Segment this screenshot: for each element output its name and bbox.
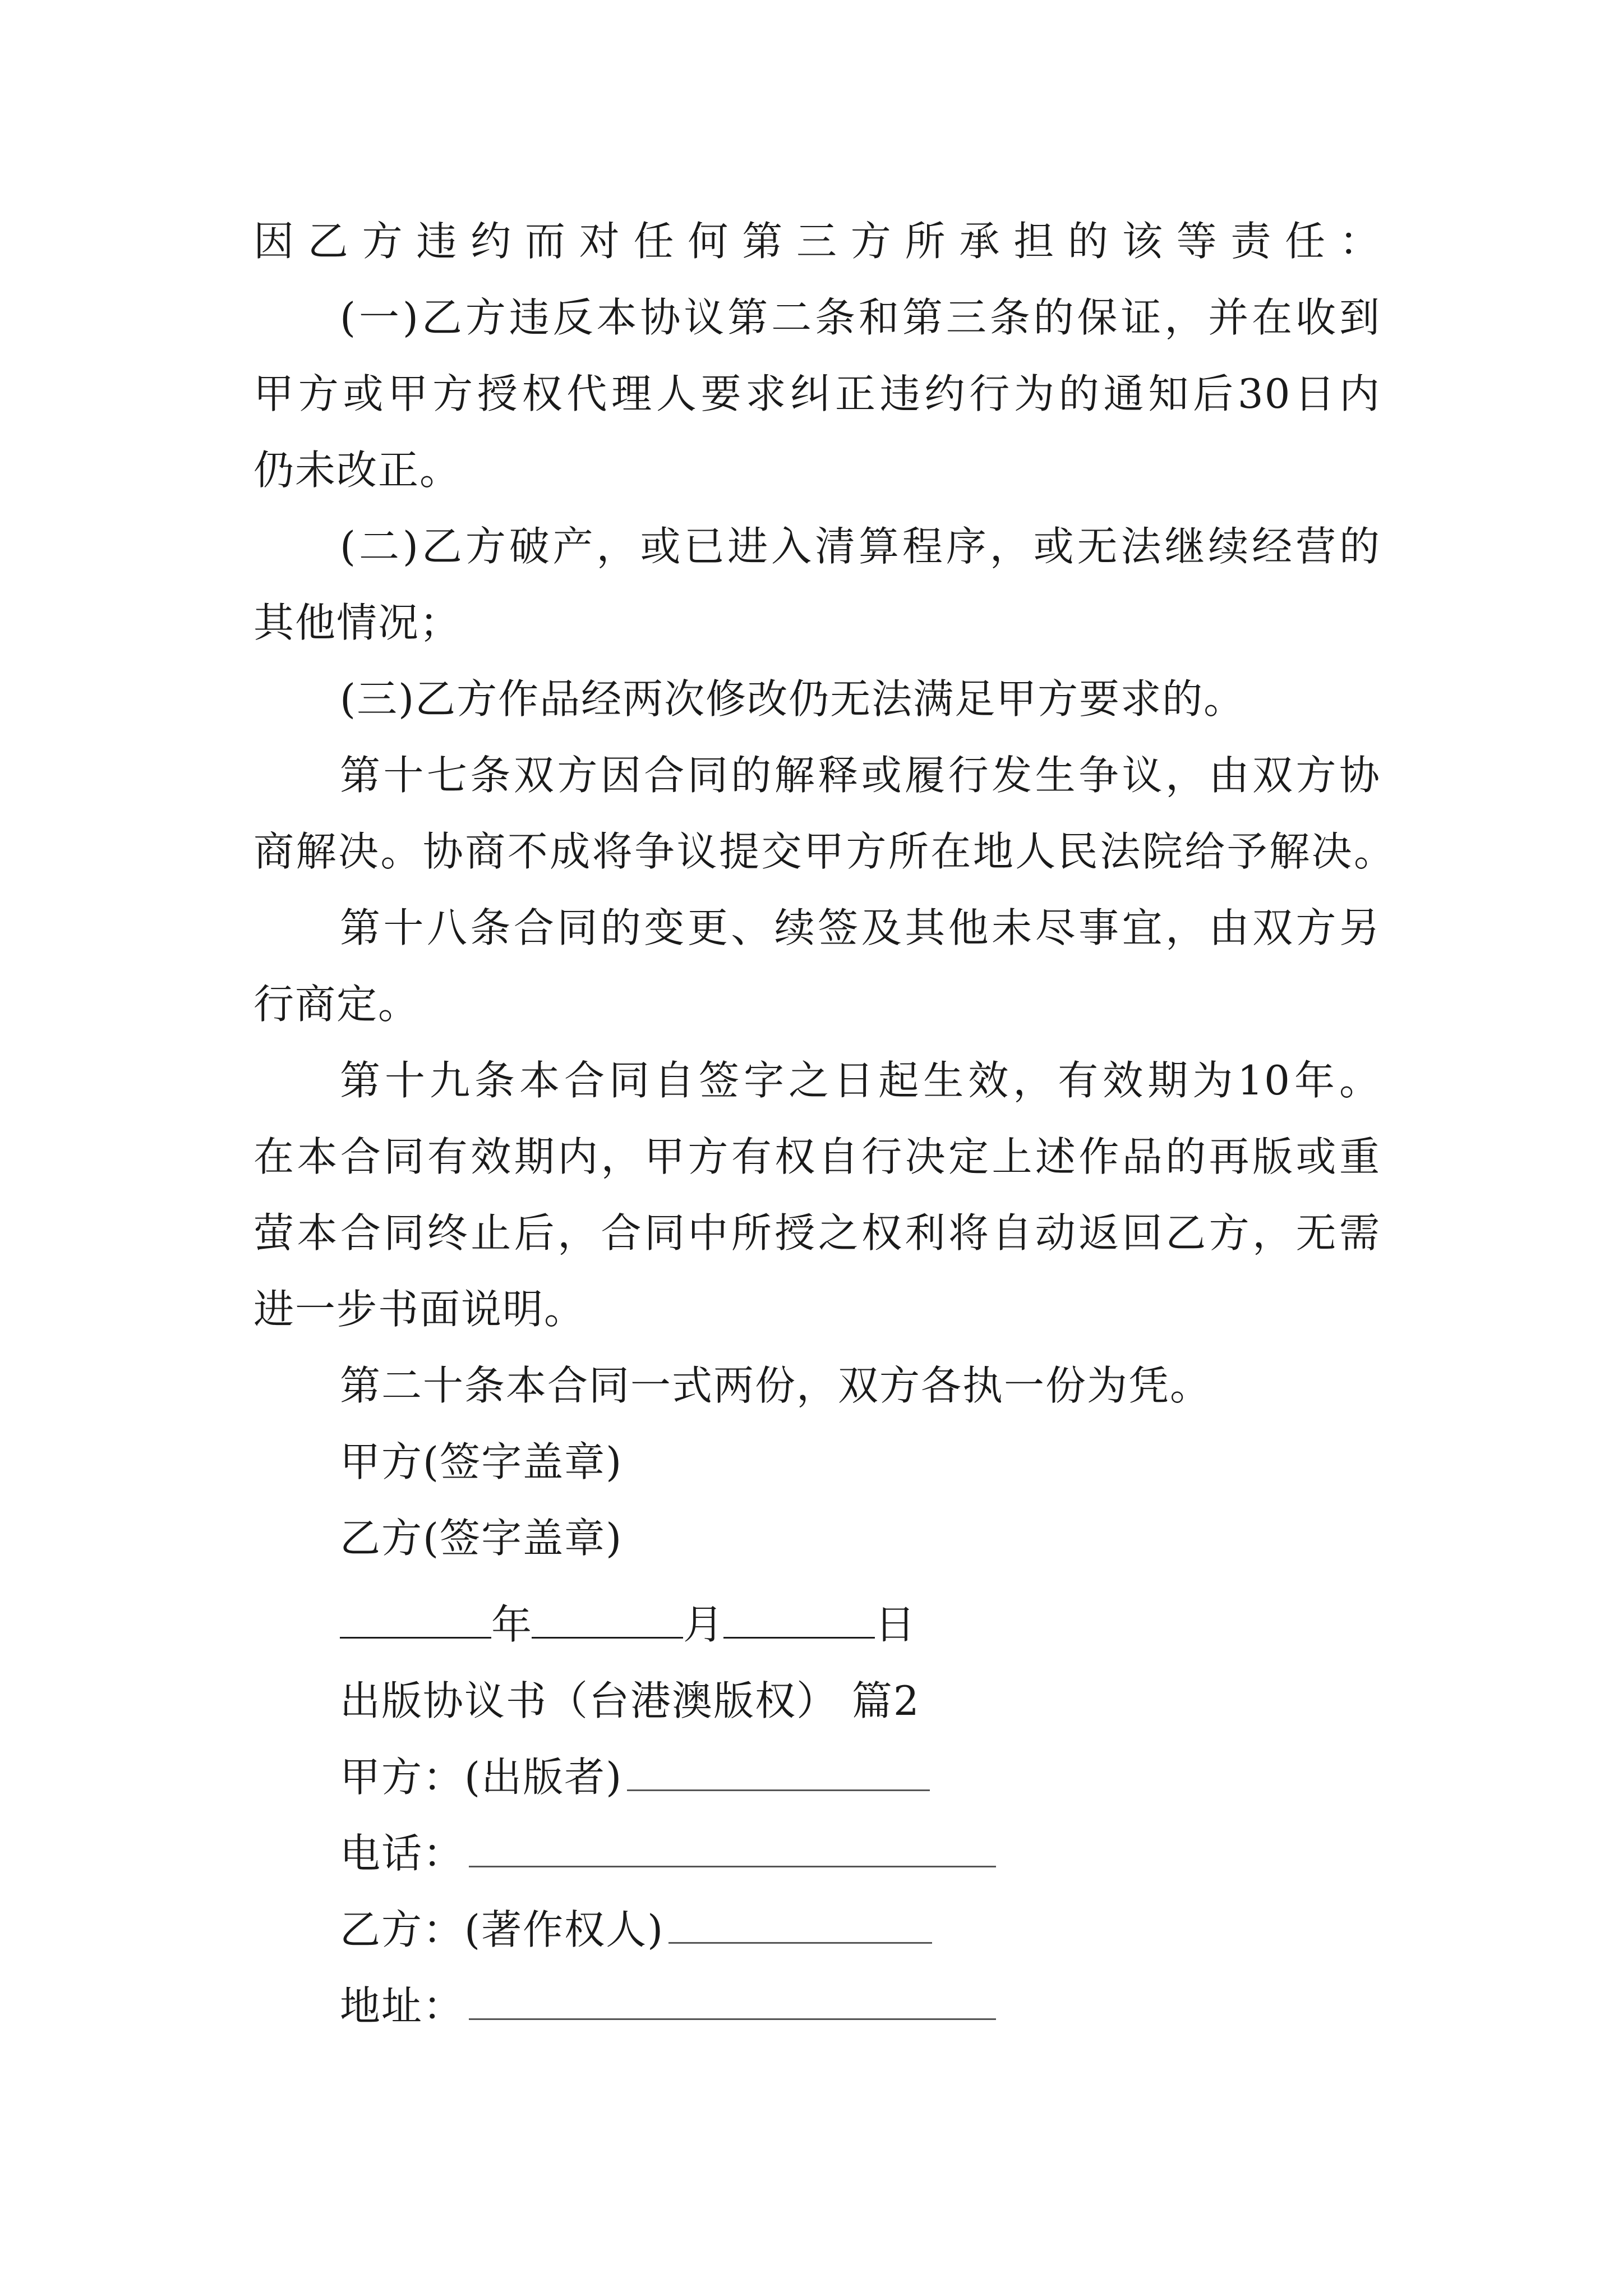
field-phone-blank bbox=[469, 1826, 996, 1867]
field-copyright-owner bbox=[340, 1903, 932, 1957]
paragraph-line-8: 第十七条双方因合同的解释或履行发生争议，由双方协 bbox=[340, 752, 1381, 799]
field-publisher-blank bbox=[627, 1750, 930, 1791]
month-label: 月 bbox=[683, 1601, 724, 1648]
paragraph-line-16: 第二十条本合同一式两份，双方各执一份为凭。 bbox=[340, 1362, 1212, 1409]
year-label: 年 bbox=[491, 1601, 532, 1648]
paragraph-line-10: 第十八条合同的变更、续签及其他未尽事宜，由双方另 bbox=[340, 904, 1381, 951]
section-title: 出版协议书（台港澳版权） 篇2 bbox=[340, 1677, 920, 1724]
paragraph-line-9: 商解决。协商不成将争议提交甲方所在地人民法院给予解决。 bbox=[253, 828, 1395, 875]
signature-date-line bbox=[340, 1598, 915, 1651]
party-a-signature-label: 甲方(签字盖章) bbox=[340, 1438, 623, 1485]
field-publisher bbox=[340, 1750, 930, 1804]
paragraph-line-12: 第十九条本合同自签字之日起生效，有效期为10年。 bbox=[340, 1057, 1381, 1104]
paragraph-line-4: 仍未改正。 bbox=[253, 447, 462, 494]
field-phone-label: 电话： bbox=[340, 1830, 465, 1877]
paragraph-line-6: 其他情况； bbox=[253, 599, 462, 646]
field-copyright-owner-blank bbox=[668, 1903, 932, 1944]
paragraph-line-2: (一)乙方违反本协议第二条和第三条的保证，并在收到 bbox=[340, 294, 1381, 341]
paragraph-line-3: 甲方或甲方授权代理人要求纠正违约行为的通知后30日内 bbox=[253, 370, 1381, 417]
field-phone bbox=[340, 1826, 996, 1880]
party-b-signature-label: 乙方(签字盖章) bbox=[340, 1515, 623, 1562]
field-publisher-label: 甲方：(出版者) bbox=[340, 1754, 623, 1801]
paragraph-line-11: 行商定。 bbox=[253, 981, 420, 1028]
paragraph-line-7: (三)乙方作品经两次修改仍无法满足甲方要求的。 bbox=[340, 675, 1246, 723]
month-blank bbox=[532, 1602, 683, 1639]
year-blank bbox=[340, 1602, 491, 1639]
day-blank bbox=[723, 1602, 875, 1639]
field-address bbox=[340, 1979, 996, 2033]
field-address-blank bbox=[469, 1979, 996, 2020]
field-copyright-owner-label: 乙方：(著作权人) bbox=[340, 1906, 665, 1953]
paragraph-line-5: (二)乙方破产，或已进入清算程序，或无法继续经营的 bbox=[340, 523, 1381, 570]
paragraph-line-13: 在本合同有效期内，甲方有权自行决定上述作品的再版或重 bbox=[253, 1133, 1381, 1180]
day-label: 日 bbox=[875, 1601, 916, 1648]
paragraph-line-14: 萤本合同终止后，合同中所授之权利将自动返回乙方，无需 bbox=[253, 1209, 1381, 1257]
paragraph-line-1: 因乙方违约而对任何第三方所承担的该等责任： bbox=[253, 218, 1381, 265]
field-address-label: 地址： bbox=[340, 1982, 465, 2030]
paragraph-line-15: 进一步书面说明。 bbox=[253, 1286, 586, 1333]
